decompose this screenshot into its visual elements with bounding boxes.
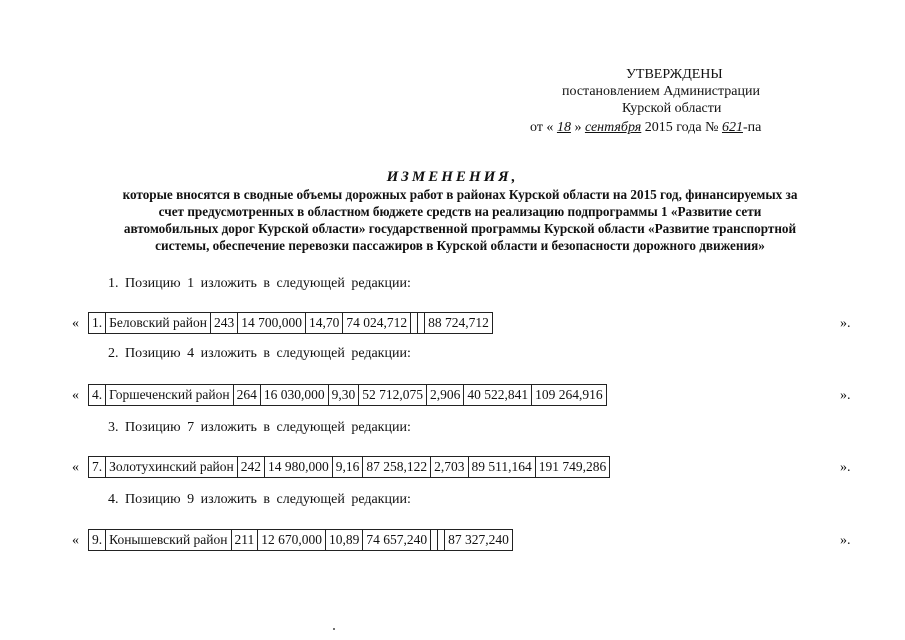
cell-value	[438, 530, 445, 551]
cell-district: Конышевский район	[106, 530, 231, 551]
subtitle-line: счет предусмотренных в областном бюджете средств на реализацию подпрограммы 1 «Развитие сети	[158, 204, 762, 219]
close-quote: ».	[840, 533, 851, 548]
cell-value: 9,16	[332, 457, 363, 478]
number-label: №	[705, 120, 719, 135]
cell-value: 9,30	[328, 385, 359, 406]
cell-number: 7.	[89, 457, 106, 478]
position-table	[88, 384, 607, 406]
subtitle-line: системы, обеспечение перевозки пассажиров в Курской области и безопасности дорожного движения»	[155, 238, 765, 253]
scan-speck	[333, 628, 335, 630]
cell-number: 1.	[89, 313, 106, 334]
cell-number: 9.	[89, 530, 106, 551]
cell-value: 74 024,712	[343, 313, 411, 334]
subtitle-line: которые вносятся в сводные объемы дорожных работ в районах Курской области на 2015 год, финансируемых за	[122, 187, 798, 202]
close-quote: ».	[840, 316, 851, 331]
date-month: сентября	[584, 120, 642, 135]
cell-district: Горшеченский район	[106, 385, 234, 406]
cell-value	[411, 313, 418, 334]
cell-value: 74 657,240	[363, 530, 431, 551]
document-subtitle	[50, 186, 870, 254]
date-day: 18	[556, 120, 571, 135]
cell-value: 243	[210, 313, 237, 334]
cell-value: 10,89	[326, 530, 363, 551]
cell-value: 87 258,122	[363, 457, 431, 478]
document-title: ИЗМЕНЕНИЯ,	[386, 169, 519, 185]
open-quote: «	[72, 533, 79, 548]
approved-heading: УТВЕРЖДЕНЫ	[626, 67, 723, 82]
position-table	[88, 312, 493, 334]
cell-value: 52 712,075	[359, 385, 427, 406]
cell-value: 14 700,000	[238, 313, 306, 334]
approved-region-line: Курской области	[622, 101, 722, 116]
cell-total: 87 327,240	[445, 530, 513, 551]
date-year: 2015 года	[644, 120, 702, 135]
open-quote: «	[72, 388, 79, 403]
cell-value: 14 980,000	[265, 457, 333, 478]
cell-district: Беловский район	[106, 313, 211, 334]
cell-value: 16 030,000	[260, 385, 328, 406]
date-mid: »	[574, 120, 582, 135]
cell-total: 191 749,286	[535, 457, 610, 478]
cell-value: 2,906	[427, 385, 464, 406]
cell-total: 109 264,916	[532, 385, 607, 406]
subtitle-line: автомобильных дорог Курской области» государственной программы Курской области «Развитие транспортной	[123, 221, 797, 236]
cell-value: 242	[237, 457, 264, 478]
cell-value: 264	[233, 385, 260, 406]
close-quote: ».	[840, 460, 851, 475]
cell-value: 211	[231, 530, 258, 551]
cell-value: 14,70	[305, 313, 342, 334]
open-quote: «	[72, 460, 79, 475]
cell-value: 2,703	[431, 457, 468, 478]
section-label: 3. Позицию 7 изложить в следующей редакции:	[108, 420, 411, 435]
cell-value: 12 670,000	[258, 530, 326, 551]
cell-value	[418, 313, 425, 334]
section-label: 1. Позицию 1 изложить в следующей редакции:	[108, 276, 411, 291]
position-table	[88, 529, 513, 551]
approved-by-line: постановлением Администрации	[562, 84, 760, 99]
cell-number: 4.	[89, 385, 106, 406]
section-label: 4. Позицию 9 изложить в следующей редакции:	[108, 492, 411, 507]
position-table	[88, 456, 610, 478]
cell-value	[431, 530, 438, 551]
close-quote: ».	[840, 388, 851, 403]
cell-total: 88 724,712	[425, 313, 493, 334]
decree-suffix: -па	[742, 120, 762, 135]
cell-value: 89 511,164	[468, 457, 535, 478]
section-label: 2. Позицию 4 изложить в следующей редакции:	[108, 346, 411, 361]
date-prefix: от «	[530, 120, 554, 135]
approved-date-line	[530, 119, 761, 136]
cell-value: 40 522,841	[464, 385, 532, 406]
decree-number: 621	[721, 120, 743, 135]
open-quote: «	[72, 316, 79, 331]
cell-district: Золотухинский район	[106, 457, 238, 478]
